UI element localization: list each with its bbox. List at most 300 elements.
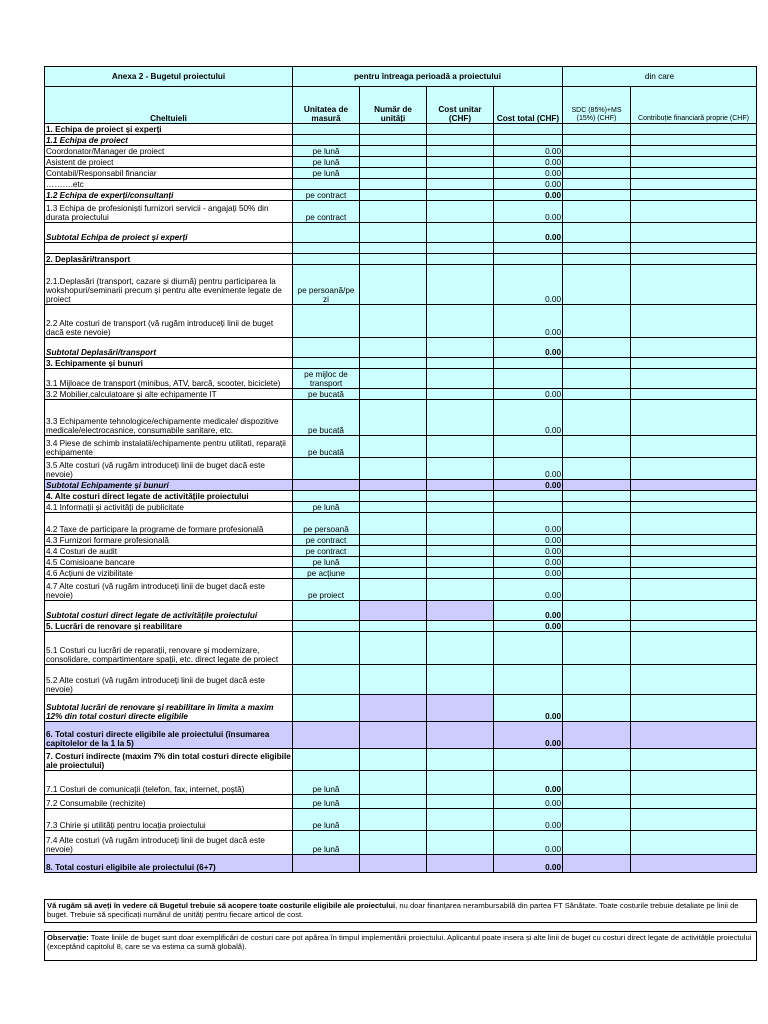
row-own [631, 809, 757, 831]
row-sdc [563, 795, 631, 809]
row-total [494, 358, 563, 369]
row-unit: pe lună [293, 795, 360, 809]
row-label: 4.1 Informații și activități de publicitate [45, 502, 293, 513]
row-label: 1.1 Echipa de proiect [45, 135, 293, 146]
row-sdc [563, 179, 631, 190]
row-sdc [563, 135, 631, 146]
row-sdc [563, 436, 631, 458]
table-row [45, 254, 757, 265]
row-sdc [563, 568, 631, 579]
row-own [631, 223, 757, 243]
row-total: 0.00 [494, 535, 563, 546]
table-row [45, 557, 757, 568]
table-row [45, 400, 757, 436]
row-count [360, 436, 427, 458]
row-unit: pe contract [293, 546, 360, 557]
row-total: 0.00 [494, 795, 563, 809]
row-total: 0.00 [494, 223, 563, 243]
row-label: Subtotal Deplasări/transport [45, 338, 293, 358]
row-sdc [563, 809, 631, 831]
row-unit: pe lună [293, 168, 360, 179]
row-sdc [563, 400, 631, 436]
row-count [360, 695, 427, 722]
row-own [631, 695, 757, 722]
row-unit [293, 665, 360, 695]
row-unit-cost [427, 389, 494, 400]
table-row [45, 436, 757, 458]
row-unit: pe lună [293, 771, 360, 795]
row-unit-cost [427, 513, 494, 535]
row-sdc [563, 480, 631, 491]
row-label: 1. Echipa de proiect și experți [45, 124, 293, 135]
table-row [45, 338, 757, 358]
row-unit [293, 491, 360, 502]
table-row [45, 157, 757, 168]
row-total: 0.00 [494, 458, 563, 480]
row-count [360, 632, 427, 665]
table-row [45, 201, 757, 223]
row-total [494, 632, 563, 665]
row-unit-cost [427, 157, 494, 168]
row-own [631, 338, 757, 358]
row-unit [293, 305, 360, 338]
row-sdc [563, 579, 631, 601]
row-unit: pe persoană [293, 513, 360, 535]
table-row [45, 749, 757, 771]
row-own [631, 749, 757, 771]
row-own [631, 665, 757, 695]
row-sdc [563, 369, 631, 389]
row-own [631, 568, 757, 579]
row-sdc [563, 855, 631, 873]
row-sdc [563, 831, 631, 855]
row-label: Asistent de proiect [45, 157, 293, 168]
row-total: 0.00 [494, 157, 563, 168]
row-own [631, 771, 757, 795]
row-total [494, 243, 563, 254]
row-label: 4.4 Costuri de audit [45, 546, 293, 557]
row-count [360, 621, 427, 632]
row-count [360, 358, 427, 369]
row-count [360, 557, 427, 568]
row-sdc [563, 223, 631, 243]
row-unit-cost [427, 458, 494, 480]
row-total [494, 502, 563, 513]
row-count [360, 254, 427, 265]
row-own [631, 502, 757, 513]
row-unit: pe persoană/pe zi [293, 265, 360, 305]
row-count [360, 201, 427, 223]
table-row [45, 579, 757, 601]
row-label: 1.3 Echipa de profesioniști furnizori servicii - angajați 50% din durata proiectului [45, 201, 293, 223]
table-row [45, 135, 757, 146]
row-unit-cost [427, 358, 494, 369]
row-sdc [563, 502, 631, 513]
row-label: 2.2 Alte costuri de transport (vă rugăm introduceți linii de buget dacă este nevoie) [45, 305, 293, 338]
row-unit [293, 135, 360, 146]
row-unit [293, 338, 360, 358]
row-sdc [563, 491, 631, 502]
col-own: Contribuție financiară proprie (CHF) [631, 87, 757, 124]
col-count: Număr de unități [360, 87, 427, 124]
row-label: 7. Costuri indirecte (maxim 7% din total costuri directe eligibile ale proiectului) [45, 749, 293, 771]
row-count [360, 491, 427, 502]
row-unit-cost [427, 632, 494, 665]
row-label: 5.2 Alte costuri (vă rugăm introduceți linii de buget dacă este nevoie) [45, 665, 293, 695]
row-unit [293, 458, 360, 480]
table-row [45, 546, 757, 557]
row-label: 7.2 Consumabile (rechizite) [45, 795, 293, 809]
table-row [45, 621, 757, 632]
table-row [45, 458, 757, 480]
row-count [360, 135, 427, 146]
table-row [45, 124, 757, 135]
row-sdc [563, 665, 631, 695]
row-total [494, 369, 563, 389]
row-unit: pe lună [293, 157, 360, 168]
row-count [360, 568, 427, 579]
row-own [631, 135, 757, 146]
row-unit: pe lună [293, 831, 360, 855]
row-sdc [563, 243, 631, 254]
table-row [45, 535, 757, 546]
row-unit-cost [427, 254, 494, 265]
row-sdc [563, 157, 631, 168]
row-unit-cost [427, 243, 494, 254]
row-unit: pe contract [293, 201, 360, 223]
table-row [45, 190, 757, 201]
row-unit-cost [427, 621, 494, 632]
row-unit [293, 223, 360, 243]
row-total: 0.00 [494, 579, 563, 601]
row-own [631, 201, 757, 223]
col-unit: Unitatea de masură [293, 87, 360, 124]
row-total [494, 491, 563, 502]
budget-table [44, 66, 757, 873]
row-count [360, 146, 427, 157]
row-count [360, 749, 427, 771]
row-label: Subtotal Echipa de proiect și experți [45, 223, 293, 243]
row-own [631, 601, 757, 621]
table-row [45, 722, 757, 749]
row-unit-cost [427, 400, 494, 436]
row-total [494, 436, 563, 458]
row-unit: pe lună [293, 502, 360, 513]
table-row [45, 223, 757, 243]
row-own [631, 124, 757, 135]
row-unit: pe contract [293, 190, 360, 201]
row-own [631, 831, 757, 855]
row-total: 0.00 [494, 621, 563, 632]
note-observation: Observație: Toate liniile de buget sunt doar exemplificări de costuri care pot apărea în timpul implementării proiectului. Aplicantul poate insera și alte linii de buget cu costuri direct legate de activitățile proiectului (exceptând capitolul 8, care se va estima ca sumă globală). [44, 931, 757, 961]
row-label: Subtotal costuri direct legate de activitățile proiectului [45, 601, 293, 621]
row-total: 0.00 [494, 831, 563, 855]
row-unit-cost [427, 771, 494, 795]
row-own [631, 632, 757, 665]
row-count [360, 168, 427, 179]
table-row [45, 389, 757, 400]
row-label: 1.2 Echipa de experți/consultanți [45, 190, 293, 201]
row-sdc [563, 458, 631, 480]
table-row [45, 831, 757, 855]
table-row [45, 795, 757, 809]
row-count [360, 480, 427, 491]
row-own [631, 480, 757, 491]
row-total: 0.00 [494, 557, 563, 568]
row-sdc [563, 621, 631, 632]
row-count [360, 124, 427, 135]
row-own [631, 458, 757, 480]
row-count [360, 389, 427, 400]
row-label: 7.1 Costuri de comunicații (telefon, fax, internet, poștă) [45, 771, 293, 795]
row-unit [293, 695, 360, 722]
row-total: 0.00 [494, 190, 563, 201]
table-row [45, 601, 757, 621]
row-unit-cost [427, 722, 494, 749]
row-total: 0.00 [494, 179, 563, 190]
col-cheltuieli: Cheltuieli [45, 87, 293, 124]
row-unit-cost [427, 546, 494, 557]
row-unit-cost [427, 135, 494, 146]
row-count [360, 855, 427, 873]
row-sdc [563, 124, 631, 135]
table-row [45, 369, 757, 389]
row-unit-cost [427, 190, 494, 201]
row-label: 3. Echipamente și bunuri [45, 358, 293, 369]
row-label: 4.2 Taxe de participare la programe de formare profesională [45, 513, 293, 535]
row-unit-cost [427, 557, 494, 568]
row-label: 3.1 Mijloace de transport (minibus, ATV, barcă, scooter, biciclete) [45, 369, 293, 389]
row-count [360, 502, 427, 513]
row-count [360, 265, 427, 305]
row-count [360, 243, 427, 254]
row-unit-cost [427, 665, 494, 695]
row-sdc [563, 546, 631, 557]
col-unit-cost: Cost unitar (CHF) [427, 87, 494, 124]
table-row [45, 502, 757, 513]
row-sdc [563, 265, 631, 305]
row-unit-cost [427, 179, 494, 190]
row-total: 0.00 [494, 389, 563, 400]
row-label: Contabil/Responsabil financiar [45, 168, 293, 179]
row-count [360, 369, 427, 389]
row-total: 0.00 [494, 201, 563, 223]
row-unit [293, 124, 360, 135]
period-header: pentru întreaga perioadă a proiectului [293, 67, 563, 87]
row-total: 0.00 [494, 695, 563, 722]
row-label: Subtotal Echipamente și bunuri [45, 480, 293, 491]
row-unit-cost [427, 855, 494, 873]
row-sdc [563, 358, 631, 369]
row-sdc [563, 190, 631, 201]
row-total: 0.00 [494, 480, 563, 491]
row-count [360, 601, 427, 621]
table-row [45, 146, 757, 157]
row-unit [293, 632, 360, 665]
row-unit-cost [427, 809, 494, 831]
row-unit-cost [427, 831, 494, 855]
row-total: 0.00 [494, 168, 563, 179]
row-own [631, 265, 757, 305]
row-total: 0.00 [494, 809, 563, 831]
row-total: 0.00 [494, 146, 563, 157]
row-unit: pe contract [293, 535, 360, 546]
row-unit-cost [427, 795, 494, 809]
row-own [631, 305, 757, 338]
row-total: 0.00 [494, 568, 563, 579]
row-unit-cost [427, 223, 494, 243]
row-count [360, 190, 427, 201]
row-label: 3.4 Piese de schimb instalatii/echipamente pentru utilitati, reparații echipamente [45, 436, 293, 458]
row-unit [293, 601, 360, 621]
row-unit-cost [427, 491, 494, 502]
row-count [360, 400, 427, 436]
row-unit-cost [427, 436, 494, 458]
row-sdc [563, 632, 631, 665]
table-row [45, 665, 757, 695]
row-unit-cost [427, 146, 494, 157]
row-own [631, 389, 757, 400]
row-label: 3.3 Echipamente tehnologice/echipamente medicale/ dispozitive medicale/electrocasnice, consumabile sanitare, etc. [45, 400, 293, 436]
table-row [45, 491, 757, 502]
row-own [631, 557, 757, 568]
row-total: 0.00 [494, 546, 563, 557]
row-own [631, 795, 757, 809]
row-total: 0.00 [494, 305, 563, 338]
row-unit [293, 358, 360, 369]
row-own [631, 157, 757, 168]
table-row [45, 568, 757, 579]
row-total [494, 254, 563, 265]
row-unit-cost [427, 502, 494, 513]
row-unit: pe lună [293, 557, 360, 568]
row-unit: pe acțiune [293, 568, 360, 579]
row-label [45, 243, 293, 254]
row-label: Subtotal lucrări de renovare și reabilitare în limita a maxim 12% din total costuri directe eligibile [45, 695, 293, 722]
row-sdc [563, 305, 631, 338]
row-unit: pe bucată [293, 389, 360, 400]
row-label: 7.4 Alte costuri (vă rugăm introduceți linii de buget dacă este nevoie) [45, 831, 293, 855]
row-unit-cost [427, 749, 494, 771]
row-own [631, 190, 757, 201]
table-row [45, 265, 757, 305]
row-count [360, 458, 427, 480]
row-total: 0.00 [494, 513, 563, 535]
row-unit [293, 621, 360, 632]
row-count [360, 546, 427, 557]
row-unit-cost [427, 480, 494, 491]
from-which-header: din care [563, 67, 757, 87]
table-row [45, 358, 757, 369]
table-row [45, 695, 757, 722]
row-total: 0.00 [494, 771, 563, 795]
row-total: 0.00 [494, 722, 563, 749]
budget-rows [45, 124, 757, 873]
row-total [494, 135, 563, 146]
note-budget-coverage: Vă rugăm să aveți în vedere că Bugetul trebuie să acopere toate costurile eligibile ale proiectului, nu doar finanțarea nerambursabilă din partea FT Sănătate. Toate costurile trebuie detaliate pe linii de buget. Trebuie să specificați numărul de unități pentru fiecare articol de cost. [44, 899, 757, 923]
row-own [631, 243, 757, 254]
row-unit-cost [427, 369, 494, 389]
row-total [494, 665, 563, 695]
row-count [360, 157, 427, 168]
row-label: 3.2 Mobilier,calculatoare și alte echipamente IT [45, 389, 293, 400]
row-count [360, 831, 427, 855]
row-unit [293, 243, 360, 254]
row-unit-cost [427, 201, 494, 223]
row-own [631, 369, 757, 389]
row-total: 0.00 [494, 855, 563, 873]
row-sdc [563, 771, 631, 795]
row-unit-cost [427, 265, 494, 305]
row-label: 2. Deplasări/transport [45, 254, 293, 265]
row-sdc [563, 535, 631, 546]
row-unit [293, 855, 360, 873]
table-row [45, 771, 757, 795]
table-row [45, 632, 757, 665]
row-own [631, 579, 757, 601]
row-unit: pe bucată [293, 400, 360, 436]
row-own [631, 546, 757, 557]
row-sdc [563, 168, 631, 179]
row-count [360, 535, 427, 546]
table-row [45, 305, 757, 338]
row-own [631, 168, 757, 179]
row-count [360, 722, 427, 749]
row-sdc [563, 749, 631, 771]
row-sdc [563, 338, 631, 358]
row-label: 6. Total costuri directe eligibile ale proiectului (însumarea capitolelor de la 1 la 5) [45, 722, 293, 749]
row-total: 0.00 [494, 400, 563, 436]
row-unit: pe lună [293, 809, 360, 831]
row-sdc [563, 201, 631, 223]
row-count [360, 771, 427, 795]
row-own [631, 400, 757, 436]
row-count [360, 338, 427, 358]
row-own [631, 358, 757, 369]
row-own [631, 179, 757, 190]
row-own [631, 254, 757, 265]
row-unit: pe lună [293, 146, 360, 157]
row-own [631, 513, 757, 535]
row-total [494, 749, 563, 771]
row-unit [293, 179, 360, 190]
row-sdc [563, 695, 631, 722]
row-label: Coordonator/Manager de proiect [45, 146, 293, 157]
row-label: 7.3 Chirie și utilități pentru locația proiectului [45, 809, 293, 831]
col-sdc: SDC (85%)+MS (15%) (CHF) [563, 87, 631, 124]
row-total [494, 124, 563, 135]
row-own [631, 535, 757, 546]
table-row [45, 179, 757, 190]
row-label: 4.5 Comisioane bancare [45, 557, 293, 568]
row-own [631, 855, 757, 873]
row-count [360, 305, 427, 338]
table-title: Anexa 2 - Bugetul proiectului [45, 67, 293, 87]
table-row [45, 855, 757, 873]
row-total: 0.00 [494, 265, 563, 305]
row-unit [293, 722, 360, 749]
row-total: 0.00 [494, 338, 563, 358]
row-sdc [563, 601, 631, 621]
row-unit [293, 254, 360, 265]
row-own [631, 436, 757, 458]
row-count [360, 809, 427, 831]
row-sdc [563, 557, 631, 568]
row-unit: pe bucată [293, 436, 360, 458]
row-unit-cost [427, 338, 494, 358]
row-sdc [563, 722, 631, 749]
row-sdc [563, 389, 631, 400]
